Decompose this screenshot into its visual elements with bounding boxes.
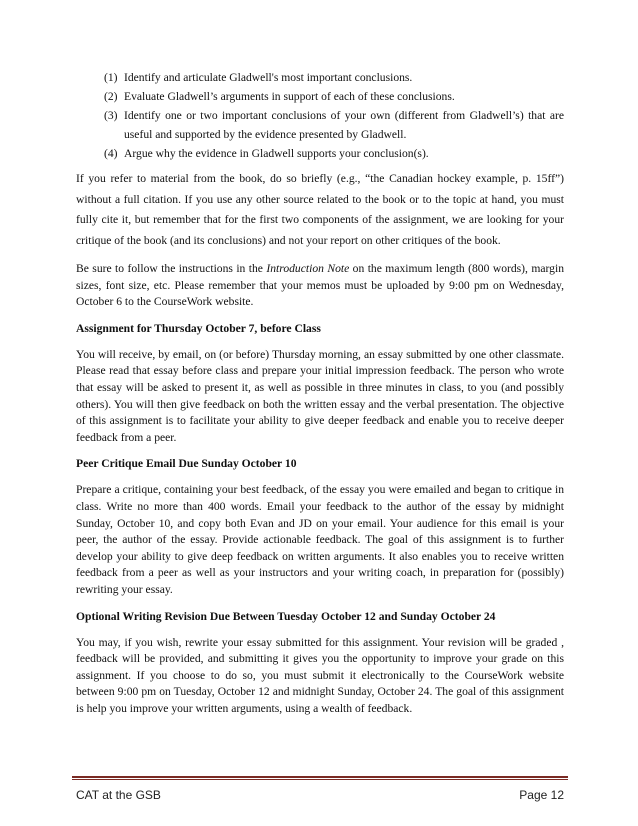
section-body-thursday: You will receive, by email, on (or before) Thursday morning, an essay submitted by one other classmate. Please read that essay before class and prepare your initial impression feedback. The person who wrote that essay will be asked to present it, as well as possible in three minutes in class, to you (and possibly others). You will then give feedback on both the written essay and the verbal presentation. The objective of this assignment is to facilitate your ability to give deeper feedback and enable you to receive deeper feedback from a peer. — [76, 347, 564, 444]
list-item-number: (2) — [104, 90, 118, 103]
paragraph-citing-sources: If you refer to material from the book, do so briefly (e.g., “the Canadian hockey example, p. 15ff”) without a full citation. If you use any other source related to the book or to the topic at hand, you must fully cite it, but remember that for the first two components of the assignment, we are looking for your critique of the book (and its conclusions) and not your report on other critiques of the book. — [76, 172, 564, 247]
footer-divider-thin — [72, 779, 568, 780]
instructions-text-before: Be sure to follow the instructions in the — [76, 262, 267, 275]
instructions-text-after: on the maximum length (800 words), margin sizes, font size, etc. Please remember that your memos must be uploaded by 9:00 pm on Wednesday, October 6 to the CourseWork website. — [76, 262, 564, 309]
list-item-text: Evaluate Gladwell’s arguments in support of each of these conclusions. — [124, 90, 455, 103]
page-body — [76, 68, 564, 727]
section-body-peer-critique: Prepare a critique, containing your best feedback, of the essay you were emailed and began to critique in class. Write no more than 400 words. Email your feedback to the author of the essay by midnight Sunday, October 10, and copy both Evan and JD on your email. Your audience for this email is your peer, the author of the essay. Provide actionable feedback. The goal of this assignment is to further develop your ability to give deep feedback on written arguments. It also enables you to receive written feedback from a peer as well as your instructors and your writing coach, in preparation for (possibly) rewriting your essay. — [76, 483, 564, 596]
list-item-number: (3) — [104, 109, 118, 122]
list-item-text: Identify and articulate Gladwell's most important conclusions. — [124, 71, 413, 84]
section-body-optional-revision: You may, if you wish, rewrite your essay submitted for this assignment. Your revision will be graded , feedback will be provided, and submitting it gives you the opportunity to improve your grade on this assignment. If you choose to do so, you must submit it electronically to the CourseWork website between 9:00 pm on Tuesday, October 12 and midnight Sunday, October 24. The goal of this assignment is help you improve your written arguments, using a wealth of feedback. — [76, 635, 564, 715]
footer-title: CAT at the GSB — [76, 788, 161, 802]
section-heading-thursday: Assignment for Thursday October 7, before Class — [76, 321, 321, 335]
list-item — [104, 144, 564, 163]
section-heading-peer-critique: Peer Critique Email Due Sunday October 10 — [76, 457, 297, 471]
list-item-number: (1) — [104, 71, 118, 84]
page-number: Page 12 — [519, 788, 564, 802]
goals-list — [76, 68, 564, 163]
footer-divider-thick — [72, 776, 568, 778]
page-footer — [76, 788, 564, 802]
list-item — [104, 87, 564, 106]
list-item-number: (4) — [104, 147, 118, 160]
list-item — [104, 68, 564, 87]
section-heading-optional-revision: Optional Writing Revision Due Between Tuesday October 12 and Sunday October 24 — [76, 609, 496, 623]
list-item — [104, 106, 564, 144]
list-item-text: Identify one or two important conclusions of your own (different from Gladwell’s) that are useful and supported by the evidence presented by Gladwell. — [124, 109, 564, 141]
list-item-text: Argue why the evidence in Gladwell supports your conclusion(s). — [124, 147, 429, 160]
paragraph-instructions — [76, 261, 564, 311]
introduction-note-reference: Introduction Note — [266, 262, 350, 275]
